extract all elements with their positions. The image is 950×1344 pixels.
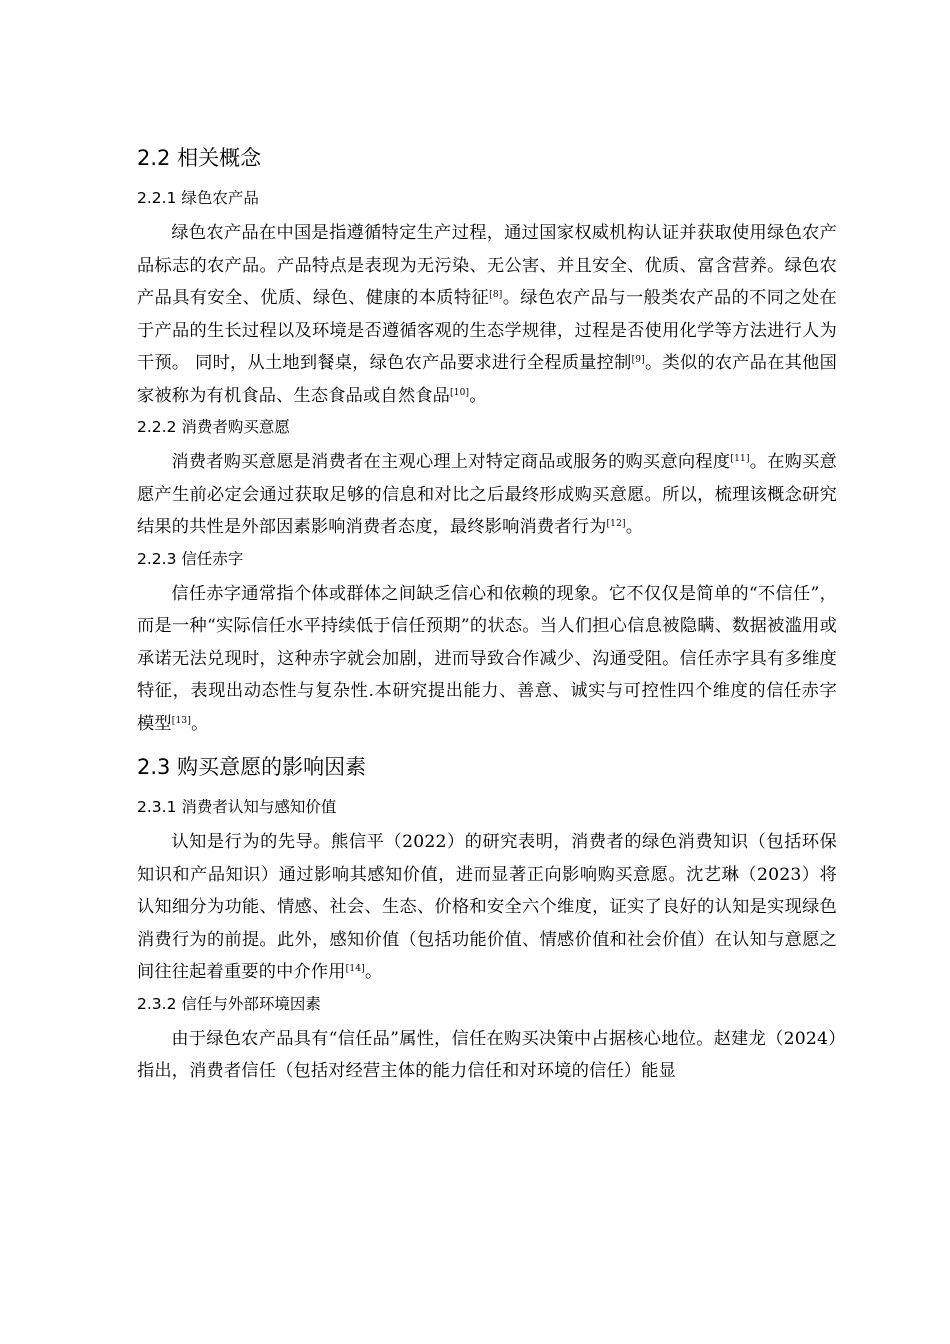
citation-ref: [12] (606, 519, 626, 529)
citation-ref: [13] (171, 715, 192, 726)
paragraph-purchase-intention (137, 446, 837, 544)
text-run: 。绿色农产品与一般类农产品的不同之处在于产品的生长过程以及环境是否遵循客观的生态学规律，过程是否使用化学等方法进行人为干预。 同时，从土地到餐桌，绿色农产品要求进行全程质量控制 (137, 288, 837, 373)
citation-ref: [10] (449, 387, 470, 398)
citation-ref: [11] (730, 454, 750, 464)
text-run: 。 (625, 517, 644, 537)
paragraph-trust-environment (137, 1023, 837, 1088)
text-run: 由于绿色农产品具有“信任品”属性，信任在购买决策中占据核心地位。赵建龙（2024）指出，消费者信任（包括对经营主体的能力信任和对环境的信任）能显 (137, 1028, 837, 1081)
text-run: 绿色农产品在中国是指遵循特定生产过程，通过国家权威机构认证并获取使用绿色农产品标志的农产品。产品特点是表现为无污染、无公害、并且安全、优质、富含营养。绿色农产品具有安全、优质、绿色、健康的本质特征 (137, 223, 837, 308)
paragraph-trust-deficit (137, 578, 837, 741)
section-gap (137, 744, 837, 752)
text-run: 。在购买意愿产生前必定会通过获取足够的信息和对比之后最终形成购买意愿。所以，梳理该概念研究结果的共性是外部因素影响消费者态度，最终影响消费者行为 (137, 452, 837, 537)
section-heading-2-3: 2.3 购买意愿的影响因素 (137, 755, 367, 779)
subsection-heading-2-2-1: 2.2.1 绿色农产品 (137, 189, 259, 207)
paragraph-cognition-value (137, 826, 837, 989)
subsection-heading-2-2-2: 2.2.2 消费者购买意愿 (137, 418, 290, 436)
subsection-heading-2-3-1: 2.3.1 消费者认知与感知价值 (137, 798, 337, 816)
text-run: 。 (469, 385, 487, 406)
citation-ref: [14] (345, 964, 365, 974)
section-heading-2-2: 2.2 相关概念 (137, 146, 262, 170)
text-run: 认知是行为的先导。熊信平（2022）的研究表明，消费者的绿色消费知识（包括环保知识和产品知识）通过影响其感知价值，进而显著正向影响购买意愿。沈艺琳（2023）将认知细分为功能、情感、社会、生态、价格和安全六个维度，证实了良好的认知是实现绿色消费行为的前提。此外，感知价值（包括功能价值、情感价值和社会价值）在认知与意愿之间往往起着重要的中介作用 (137, 832, 837, 982)
paragraph-green-products (137, 217, 837, 412)
text-run: 。类似的农产品在其他国家被称为有机食品、生态食品或自然食品 (137, 353, 837, 406)
text-run: 信任赤字通常指个体或群体之间缺乏信心和依赖的现象。它不仅仅是简单的“不信任”，而是一种“实际信任水平持续低于信任预期”的状态。当人们担心信息被隐瞒、数据被滥用或承诺无法兑现时，这种赤字就会加剧，进而导致合作减少、沟通受阻。信任赤字具有多维度特征，表现出动态性与复杂性.本研究提出能力、善意、诚实与可控性四个维度的信任赤字模型 (137, 583, 837, 734)
subsection-heading-2-2-3: 2.2.3 信任赤字 (137, 549, 244, 568)
text-run: 。 (191, 713, 209, 734)
text-run: 。 (364, 962, 383, 982)
citation-ref: [8] (489, 290, 503, 300)
text-run: 消费者购买意愿是消费者在主观心理上对特定商品或服务的购买意向程度 (171, 452, 731, 472)
citation-ref: [9] (631, 355, 645, 365)
page-content (137, 143, 837, 1092)
subsection-heading-2-3-2: 2.3.2 信任与外部环境因素 (137, 994, 321, 1013)
